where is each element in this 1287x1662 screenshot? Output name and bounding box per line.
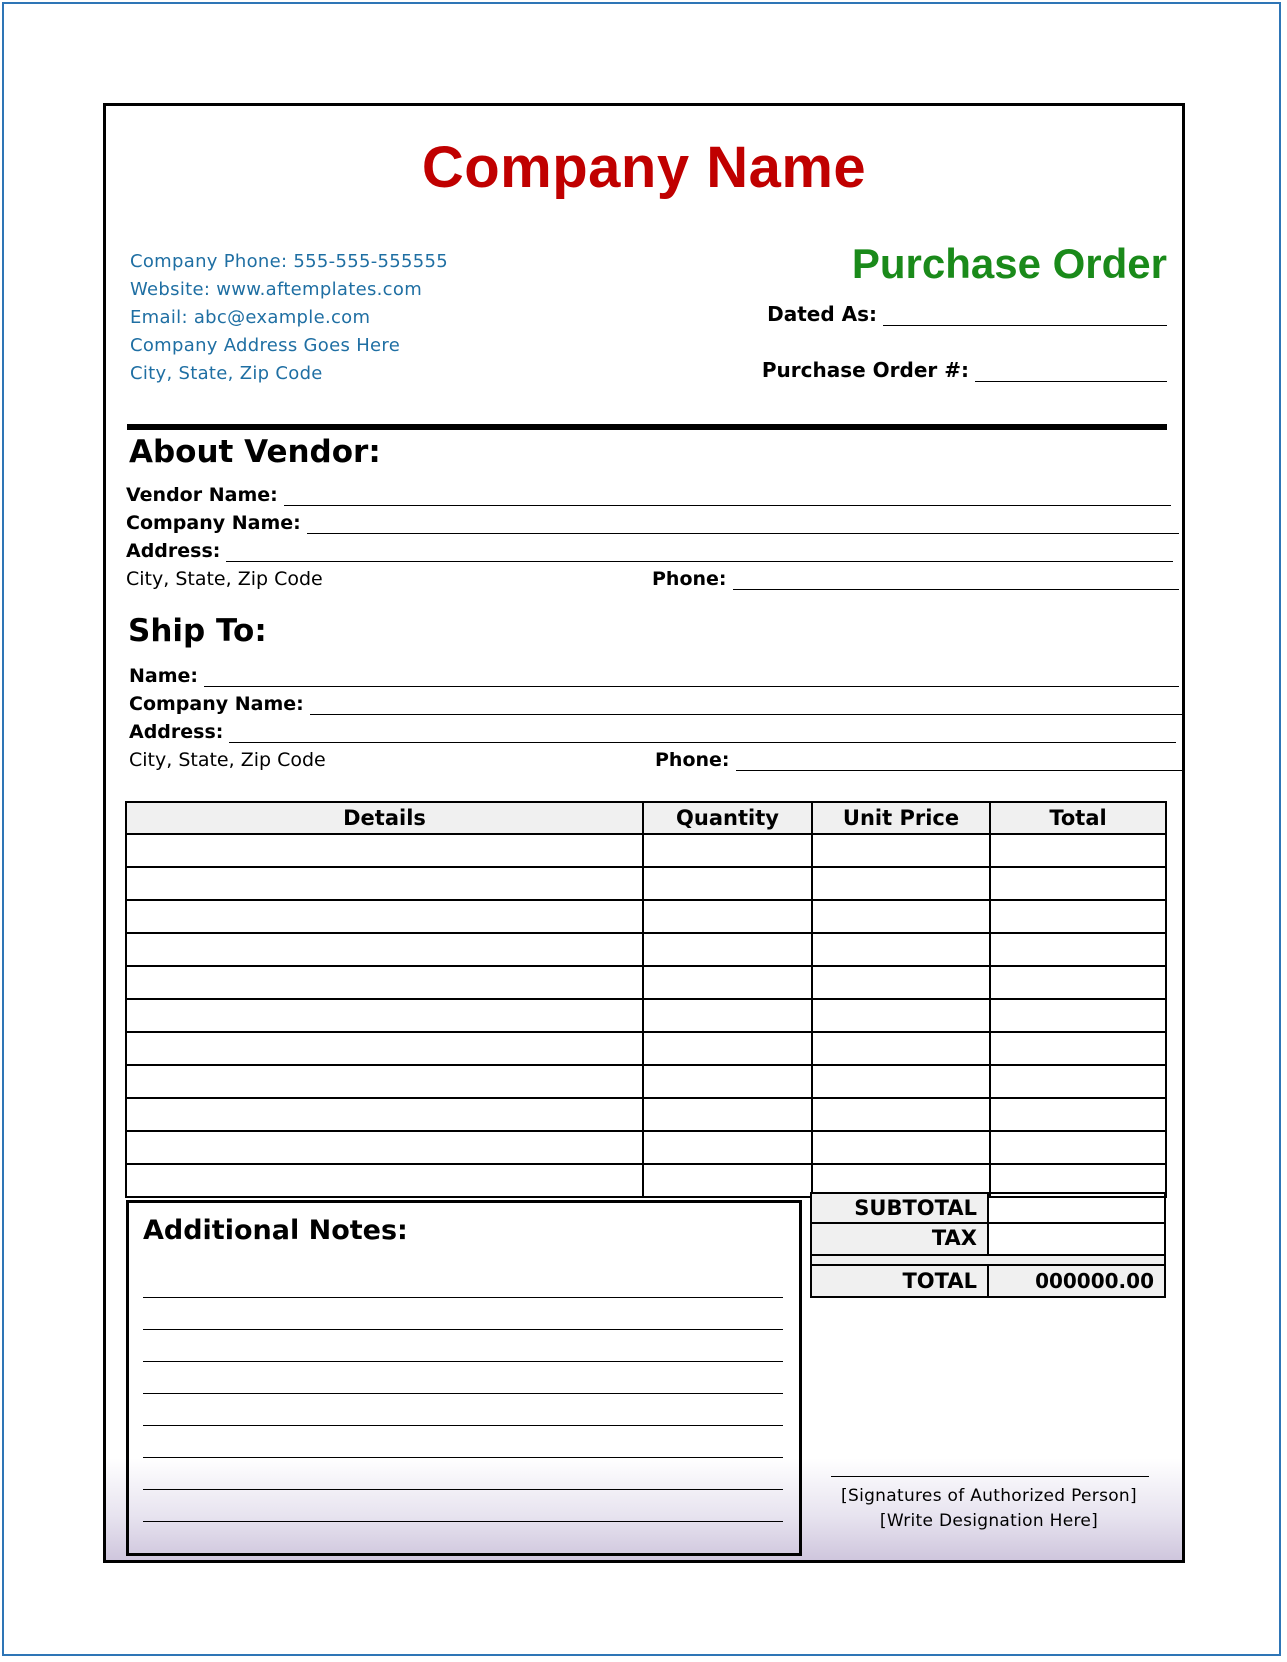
total-cell[interactable] xyxy=(990,933,1166,966)
notes-line[interactable] xyxy=(143,1489,783,1490)
purchase-order-sheet xyxy=(103,103,1185,1563)
notes-title: Additional Notes: xyxy=(143,1215,408,1246)
quantity-cell[interactable] xyxy=(643,867,812,900)
ship-phone-field xyxy=(655,749,1182,771)
company-phone: Company Phone: 555-555-555555 xyxy=(130,251,449,272)
vendor-company-field xyxy=(126,512,1179,534)
company-address: Company Address Goes Here xyxy=(130,335,401,356)
table-row xyxy=(126,900,1166,933)
notes-line[interactable] xyxy=(143,1297,783,1298)
ship-address-field xyxy=(129,721,1176,743)
additional-notes-box xyxy=(126,1200,802,1556)
details-cell[interactable] xyxy=(126,900,643,933)
notes-line[interactable] xyxy=(143,1393,783,1394)
tax-value[interactable] xyxy=(989,1224,1164,1254)
total-cell[interactable] xyxy=(990,1098,1166,1131)
vendor-city-text: City, State, Zip Code xyxy=(126,568,323,590)
unit-price-cell[interactable] xyxy=(812,867,990,900)
subtotal-value[interactable] xyxy=(989,1194,1164,1222)
column-header-total: Total xyxy=(990,802,1166,834)
notes-line[interactable] xyxy=(143,1361,783,1362)
unit-price-cell[interactable] xyxy=(812,1032,990,1065)
dated-as-label: Dated As: xyxy=(767,302,877,326)
total-cell[interactable] xyxy=(990,900,1166,933)
details-cell[interactable] xyxy=(126,1098,643,1131)
ship-name-label: Name: xyxy=(129,665,199,687)
document-title: Purchase Order xyxy=(851,240,1167,287)
vendor-address-field xyxy=(126,540,1173,562)
vendor-phone-input[interactable] xyxy=(733,571,1179,590)
unit-price-cell[interactable] xyxy=(812,999,990,1032)
company-email: Email: abc@example.com xyxy=(130,307,371,328)
table-row xyxy=(126,1131,1166,1164)
vendor-name-field xyxy=(126,484,1171,506)
vendor-name-input[interactable] xyxy=(284,487,1171,506)
table-row xyxy=(126,999,1166,1032)
total-value[interactable]: 000000.00 xyxy=(989,1266,1164,1296)
ship-to-section-title: Ship To: xyxy=(128,613,267,649)
items-table xyxy=(125,801,1167,1198)
totals-block xyxy=(810,1192,1166,1298)
table-row xyxy=(126,966,1166,999)
quantity-cell[interactable] xyxy=(643,1032,812,1065)
vendor-address-input[interactable] xyxy=(226,543,1173,562)
details-cell[interactable] xyxy=(126,834,643,867)
total-cell[interactable] xyxy=(990,867,1166,900)
notes-line[interactable] xyxy=(143,1457,783,1458)
ship-phone-input[interactable] xyxy=(736,752,1182,771)
total-label: TOTAL xyxy=(812,1266,989,1296)
company-name: Company Name xyxy=(421,135,867,200)
vendor-address-label: Address: xyxy=(126,540,221,562)
vendor-section-title: About Vendor: xyxy=(129,434,381,470)
ship-company-label: Company Name: xyxy=(129,693,304,715)
unit-price-cell[interactable] xyxy=(812,933,990,966)
quantity-cell[interactable] xyxy=(643,1131,812,1164)
po-number-field xyxy=(762,358,1167,382)
ship-name-input[interactable] xyxy=(204,668,1179,687)
total-cell[interactable] xyxy=(990,834,1166,867)
company-website: Website: www.aftemplates.com xyxy=(130,279,423,300)
unit-price-cell[interactable] xyxy=(812,1065,990,1098)
details-cell[interactable] xyxy=(126,966,643,999)
tax-label: TAX xyxy=(812,1224,989,1254)
items-header-row xyxy=(126,802,1166,834)
details-cell[interactable] xyxy=(126,1065,643,1098)
vendor-company-label: Company Name: xyxy=(126,512,301,534)
dated-as-field xyxy=(767,302,1167,326)
ship-phone-label: Phone: xyxy=(655,749,730,771)
vendor-phone-label: Phone: xyxy=(652,568,727,590)
ship-name-field xyxy=(129,665,1179,687)
company-city: City, State, Zip Code xyxy=(130,363,323,384)
dated-as-input[interactable] xyxy=(883,305,1167,326)
quantity-cell[interactable] xyxy=(643,1065,812,1098)
table-row xyxy=(126,867,1166,900)
table-row xyxy=(126,834,1166,867)
table-row xyxy=(126,1065,1166,1098)
vendor-name-label: Vendor Name: xyxy=(126,484,278,506)
totals-spacer xyxy=(810,1256,1166,1264)
quantity-cell[interactable] xyxy=(643,966,812,999)
quantity-cell[interactable] xyxy=(643,1164,812,1197)
notes-line[interactable] xyxy=(143,1521,783,1522)
contact-block xyxy=(130,248,448,388)
ship-company-input[interactable] xyxy=(310,696,1182,715)
subtotal-row xyxy=(810,1192,1166,1224)
po-number-input[interactable] xyxy=(975,361,1167,382)
column-header-unit-price: Unit Price xyxy=(812,802,990,834)
quantity-cell[interactable] xyxy=(643,933,812,966)
total-cell[interactable] xyxy=(990,999,1166,1032)
details-cell[interactable] xyxy=(126,867,643,900)
quantity-cell[interactable] xyxy=(643,999,812,1032)
tax-row xyxy=(810,1224,1166,1256)
unit-price-cell[interactable] xyxy=(812,1131,990,1164)
quantity-cell[interactable] xyxy=(643,1098,812,1131)
header-divider xyxy=(127,424,1167,430)
table-row xyxy=(126,933,1166,966)
column-header-details: Details xyxy=(126,802,643,834)
unit-price-cell[interactable] xyxy=(812,900,990,933)
unit-price-cell[interactable] xyxy=(812,834,990,867)
details-cell[interactable] xyxy=(126,999,643,1032)
designation-caption: [Write Designation Here] xyxy=(879,1511,1099,1531)
ship-city-text: City, State, Zip Code xyxy=(129,749,326,771)
column-header-quantity: Quantity xyxy=(643,802,812,834)
total-cell[interactable] xyxy=(990,966,1166,999)
total-cell[interactable] xyxy=(990,1032,1166,1065)
details-cell[interactable] xyxy=(126,1032,643,1065)
quantity-cell[interactable] xyxy=(643,900,812,933)
vendor-company-input[interactable] xyxy=(307,515,1179,534)
table-row xyxy=(126,1098,1166,1131)
subtotal-label: SUBTOTAL xyxy=(812,1194,989,1222)
ship-address-input[interactable] xyxy=(229,724,1176,743)
table-row xyxy=(126,1032,1166,1065)
notes-line[interactable] xyxy=(143,1425,783,1426)
ship-address-label: Address: xyxy=(129,721,224,743)
vendor-phone-field xyxy=(652,568,1179,590)
total-row xyxy=(810,1264,1166,1298)
total-cell[interactable] xyxy=(990,1065,1166,1098)
ship-company-field xyxy=(129,693,1182,715)
quantity-cell[interactable] xyxy=(643,834,812,867)
notes-line[interactable] xyxy=(143,1329,783,1330)
unit-price-cell[interactable] xyxy=(812,1098,990,1131)
po-number-label: Purchase Order #: xyxy=(761,358,969,382)
details-cell[interactable] xyxy=(126,1164,643,1197)
signature-line[interactable] xyxy=(831,1476,1149,1477)
details-cell[interactable] xyxy=(126,1131,643,1164)
total-cell[interactable] xyxy=(990,1131,1166,1164)
signature-caption: [Signatures of Authorized Person] xyxy=(841,1486,1137,1506)
details-cell[interactable] xyxy=(126,933,643,966)
unit-price-cell[interactable] xyxy=(812,966,990,999)
